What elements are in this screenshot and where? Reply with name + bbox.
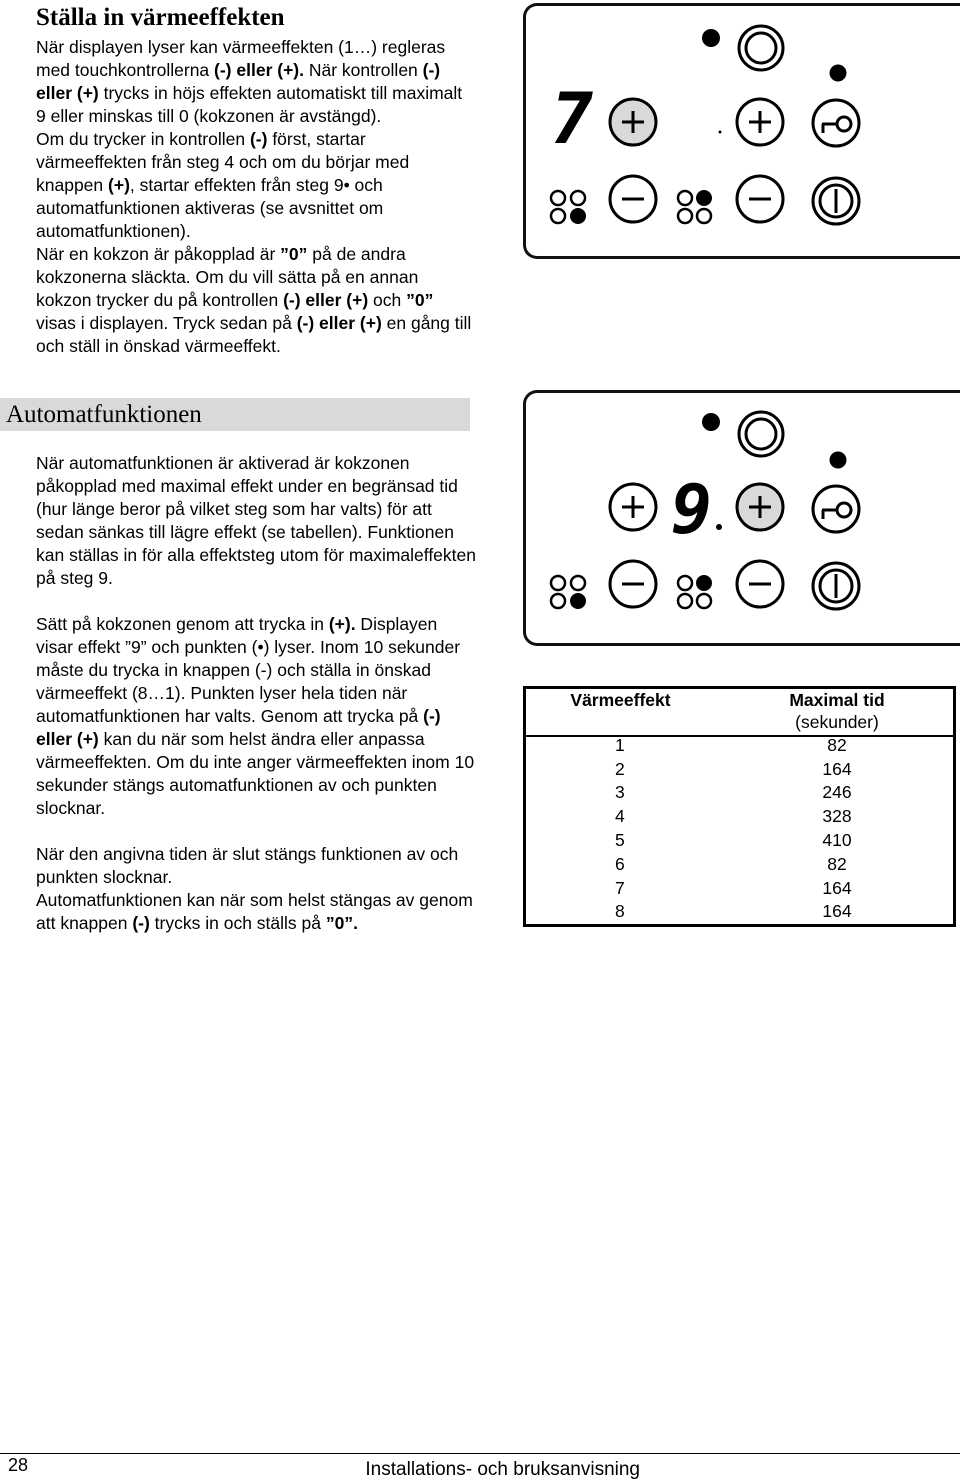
heat-level-cell: 8: [615, 901, 625, 922]
display-digit: 9: [671, 471, 712, 550]
table-row: [523, 757, 956, 781]
plus-button-icon: [737, 484, 783, 530]
text-run: När en kokzon är påkopplad är: [36, 244, 281, 264]
table-row: [523, 781, 956, 805]
table-body: [523, 733, 956, 923]
max-time-cell: 82: [827, 734, 847, 755]
heat-level-cell: 6: [615, 853, 625, 874]
zone-indicator-icon: [678, 575, 712, 608]
section-heading: Automatfunktionen: [6, 401, 202, 428]
heat-level-cell: 3: [615, 782, 625, 803]
paragraph: [36, 889, 476, 935]
zone-indicator-icon: [678, 190, 712, 223]
text-run: Om du trycker in kontrollen: [36, 129, 250, 149]
zone-indicator-icon: [551, 576, 586, 609]
text-run: När automatfunktionen är aktiverad är kokzonen påkopplad med maximal effekt under en begränsad tid (hur länge beror på vilket steg som har valts) för att sedan sänkas till lägre effekt (se tabellen). Funktionen kan ställas in för alla effektsteg utom för maximaleffekten på steg 9.: [36, 453, 476, 588]
section1-text: [36, 36, 476, 358]
bold-text: (+): [108, 175, 130, 195]
text-run: Sätt på kokzonen genom att trycka in: [36, 614, 329, 634]
table-row: [523, 852, 956, 876]
column-header: [718, 686, 956, 733]
text-run: Displayen visar effekt ”9” och punkten (•) lyser. Inom 10 sekunder måste du trycka in knappen (-) och ställa in önskad värmeeffekt (8…1). Punkten lyser hela tiden när automatfunktionen har valts. Genom att trycka på: [36, 614, 461, 726]
section-heading-bar: [0, 398, 470, 431]
table-row: [523, 876, 956, 900]
page-title: Ställa in värmeeffekten: [36, 4, 285, 31]
minus-button-icon: [610, 561, 656, 607]
table-row: [523, 828, 956, 852]
max-time-cell: 246: [822, 782, 852, 803]
bold-text: (-) eller (+): [283, 290, 369, 310]
paragraph: [36, 452, 476, 590]
text-run: När displayen lyser kan värmeeffekten (1…) regleras med touchkontrollerna: [36, 37, 446, 80]
dot-indicator: [719, 131, 722, 134]
minus-button-icon: [737, 561, 783, 607]
table-header-row: [523, 686, 956, 733]
page-number: 28: [8, 1455, 29, 1475]
text-run: Automatfunktionen kan när som helst stängas av genom att knappen: [36, 890, 473, 933]
indicator-dot: [830, 452, 847, 469]
paragraph: [36, 613, 476, 820]
bold-text: (-): [132, 913, 150, 933]
text-run: trycks in höjs effekten automatiskt till maximalt 9 eller minskas till 0 (kokzonen är avstängd).: [36, 83, 463, 126]
power-button-icon: [813, 563, 859, 609]
power-button-icon: [813, 178, 859, 224]
paragraph: [36, 36, 476, 128]
text-run: och: [368, 290, 407, 310]
heat-table: [523, 686, 956, 923]
bold-text: (-): [249, 129, 268, 149]
column-header: Värmeeffekt: [570, 690, 671, 710]
bold-text: ”0”: [280, 244, 308, 264]
control-panel-drawing-1: [523, 3, 960, 253]
dot-indicator: [716, 524, 722, 530]
key-lock-icon: [813, 486, 859, 532]
indicator-dot: [702, 413, 720, 431]
ring-button-icon: [739, 26, 783, 70]
plus-button-icon: [737, 99, 783, 145]
paragraph: [36, 843, 476, 889]
manual-title: Installations- och bruksanvisning: [365, 1459, 640, 1480]
text-run: , startar effekten från steg 9• och automatfunktionen aktiveras (se avsnittet om automatfunktionen).: [36, 175, 384, 241]
text-run: När den angivna tiden är slut stängs funktionen av och punkten slocknar.: [36, 844, 459, 887]
text-run: kan du när som helst ändra eller anpassa värmeeffekten. Om du inte anger värmeeffekten inom 10 sekunder stängs automatfunktionen av och punkten slocknar.: [36, 729, 475, 818]
bold-text: (-) eller (+): [36, 706, 441, 749]
minus-button-icon: [610, 176, 656, 222]
zone-indicator-icon: [551, 191, 586, 224]
text-run: först, startar värmeeffekten från steg 4 och om du börjar med knappen: [36, 129, 410, 195]
bold-text: (-) eller (+): [296, 313, 382, 333]
max-time-cell: 410: [822, 830, 852, 851]
column-header-unit: (sekunder): [795, 712, 879, 732]
heat-level-cell: 2: [615, 758, 625, 779]
heat-level-cell: 7: [615, 877, 625, 898]
bold-text: ”0”: [406, 290, 434, 310]
max-time-cell: 164: [822, 758, 852, 779]
plus-button-icon: [610, 484, 656, 530]
plus-button-icon: [610, 99, 656, 145]
paragraph: [36, 128, 476, 243]
max-time-cell: 164: [822, 901, 852, 922]
table-row: [523, 804, 956, 828]
max-time-cell: 82: [827, 853, 847, 874]
control-panel-drawing-2: [523, 390, 960, 640]
heat-level-cell: 4: [615, 806, 625, 827]
bold-text: ”0”.: [325, 913, 358, 933]
indicator-dot: [830, 65, 847, 82]
table-row: [523, 900, 956, 924]
footer-rule: [0, 1453, 960, 1454]
text-run: på de andra kokzonerna släckta. Om du vill sätta på en annan kokzon trycker du på kontrollen: [36, 244, 419, 310]
ring-button-icon: [739, 412, 783, 456]
max-time-cell: 164: [822, 877, 852, 898]
heat-level-cell: 5: [615, 830, 625, 851]
section2-text: [36, 452, 476, 935]
heat-level-cell: 1: [615, 734, 625, 755]
paragraph: [36, 243, 476, 358]
text-run: trycks in och ställs på: [149, 913, 326, 933]
table-row: [523, 733, 956, 757]
text-run: en gång till och ställ in önskad värmeeffekt.: [36, 313, 472, 356]
bold-text: (+).: [328, 614, 356, 634]
max-time-cell: 328: [822, 806, 852, 827]
text-run: När kontrollen: [303, 60, 423, 80]
key-lock-icon: [813, 100, 859, 146]
text-run: visas i displayen. Tryck sedan på: [36, 313, 297, 333]
bold-text: (-) eller (+): [36, 60, 441, 103]
bold-text: (-) eller (+).: [214, 60, 304, 80]
minus-button-icon: [737, 176, 783, 222]
column-header-title: Maximal tid: [789, 690, 885, 710]
display-digit: 7: [551, 78, 594, 160]
indicator-dot: [702, 29, 720, 47]
